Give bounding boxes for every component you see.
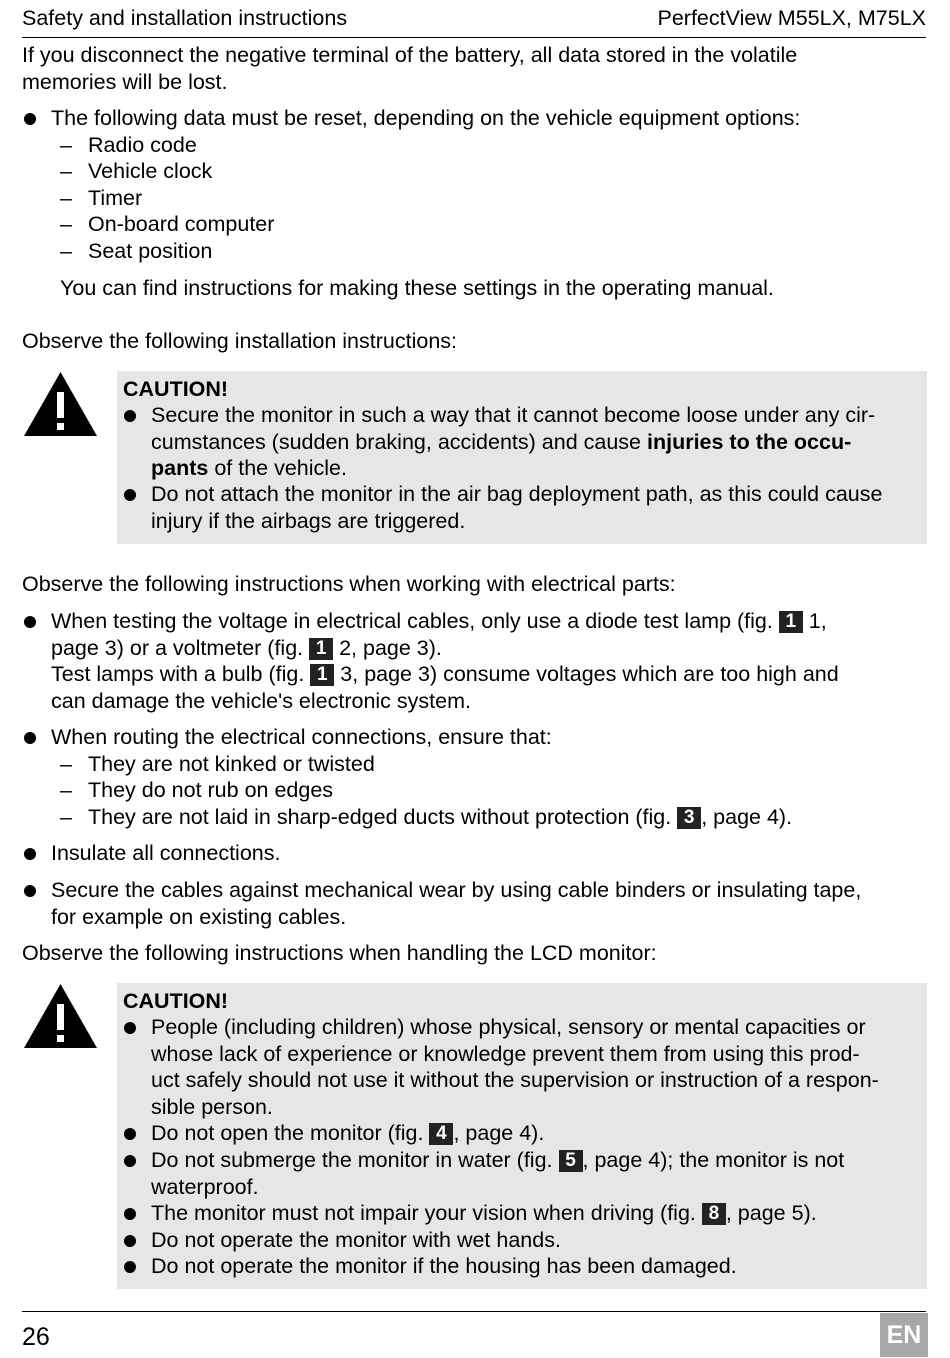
caution-line: [151, 455, 921, 482]
bullet-dot: [124, 1022, 136, 1034]
figure-reference: 8: [702, 1203, 726, 1225]
list-dash: –: [60, 133, 72, 157]
text-span: cumstances (sudden braking, accidents) and cause: [151, 429, 647, 454]
bullet-dot: [124, 489, 136, 501]
figure-reference: 1: [309, 638, 333, 660]
list-dash: –: [60, 212, 72, 236]
caution-line: Do not attach the monitor in the air bag deployment path, as this could cause: [151, 482, 883, 506]
intro-line-1: If you disconnect the negative terminal of the battery, all data stored in the volatile: [22, 43, 798, 67]
electrical-intro: Observe the following instructions when working with electrical parts:: [22, 572, 676, 596]
caution-line: sible person.: [151, 1094, 273, 1119]
caution-line: Secure the monitor in such a way that it cannot become loose under any cir-: [151, 403, 876, 427]
bold-span: injuries to the occu-: [646, 429, 852, 454]
caution-bullet: Do not operate the monitor with wet hands.: [151, 1228, 561, 1252]
caution-title: CAUTION!: [123, 377, 229, 401]
text-line: Secure the cables against mechanical wear by using cable binders or insulating tape,: [51, 878, 862, 902]
header-rule: [22, 37, 926, 38]
text-line: [51, 635, 921, 662]
list-item: Vehicle clock: [88, 159, 213, 183]
text-span: Test lamps with a bulb (fig.: [51, 662, 311, 686]
footer-rule: [22, 1311, 926, 1312]
list-dash: –: [60, 778, 72, 802]
caution-line: [151, 1147, 921, 1174]
list-dash: –: [60, 805, 72, 829]
bullet-dot: [124, 410, 136, 422]
caution-bullet: Do not operate the monitor if the housing has been damaged.: [151, 1254, 737, 1278]
intro-paragraph: [22, 42, 922, 95]
figure-reference: 5: [559, 1150, 583, 1172]
figure-reference: 1: [779, 611, 803, 633]
text-span: , page 4).: [701, 805, 793, 829]
bullet-dot: [124, 1261, 136, 1273]
list-dash: –: [60, 186, 72, 210]
caution-line: [151, 429, 921, 456]
list-dash: –: [60, 752, 72, 776]
list-item: Radio code: [88, 133, 197, 157]
text-line: [51, 608, 921, 635]
text-span: , page 4).: [453, 1121, 545, 1145]
caution-line: waterproof.: [151, 1174, 259, 1199]
bullet-dot: [124, 1155, 136, 1167]
header-product-name: PerfectView M55LX, M75LX: [657, 6, 926, 30]
warning-triangle-icon: [22, 370, 99, 438]
text-span: page 3) or a voltmeter (fig.: [51, 635, 310, 660]
bullet-dot: [24, 848, 36, 860]
bullet-dot: [124, 1128, 136, 1140]
reset-bullet-text: The following data must be reset, depending on the vehicle equipment options:: [51, 106, 801, 130]
bold-span: pants: [151, 456, 209, 480]
figure-reference: 3: [677, 807, 701, 829]
caution-box: [117, 983, 927, 1289]
caution-line: injury if the airbags are triggered.: [151, 508, 466, 533]
figure-reference: 1: [310, 664, 334, 686]
list-item: Seat position: [88, 239, 213, 263]
text-line: for example on existing cables.: [51, 904, 347, 929]
text-span: of the vehicle.: [208, 456, 347, 480]
text-span: The monitor must not impair your vision when driving (fig.: [151, 1201, 702, 1225]
caution-bullet: [151, 1120, 544, 1147]
page-number: 26: [22, 1323, 50, 1351]
figure-reference: 4: [429, 1123, 453, 1145]
text-span: 3, page 3) consume voltages which are too high and: [334, 662, 839, 686]
list-dash: –: [60, 159, 72, 183]
text-span: Do not submerge the monitor in water (fig.: [151, 1148, 559, 1172]
electrical-bullet-insulate: Insulate all connections.: [51, 841, 281, 865]
caution-title: CAUTION!: [123, 989, 229, 1013]
header-section-title: Safety and installation instructions: [22, 6, 348, 30]
reset-note: You can find instructions for making these settings in the operating manual.: [60, 276, 774, 300]
text-line: [51, 661, 921, 688]
caution-bullet: [151, 481, 921, 534]
bullet-dot: [24, 616, 36, 628]
text-span: , page 4); the monitor is not: [582, 1148, 845, 1172]
text-line: can damage the vehicle's electronic system.: [51, 688, 471, 713]
electrical-bullet-routing: When routing the electrical connections, ensure that:: [51, 725, 552, 749]
caution-bullet: [151, 1147, 921, 1200]
text-span: They are not laid in sharp-edged ducts without protection (fig.: [88, 805, 678, 829]
text-span: 2, page 3).: [333, 635, 442, 660]
electrical-bullet-testing: [51, 608, 921, 714]
caution-line: whose lack of experience or knowledge prevent them from using this prod-: [151, 1041, 860, 1066]
caution-line: uct safely should not use it without the supervision or instruction of a respon-: [151, 1068, 879, 1092]
list-item: On-board computer: [88, 212, 275, 236]
text-span: When testing the voltage in electrical cables, only use a diode test lamp (fig.: [51, 609, 779, 633]
text-span: Do not open the monitor (fig.: [151, 1121, 430, 1145]
list-item: [88, 804, 792, 831]
text-span: , page 5).: [725, 1201, 817, 1225]
install-intro: Observe the following installation instructions:: [22, 329, 457, 353]
list-dash: –: [60, 239, 72, 263]
bullet-dot: [24, 113, 36, 125]
list-item: They are not kinked or twisted: [88, 752, 375, 776]
list-item: They do not rub on edges: [88, 778, 334, 802]
warning-triangle-icon: [22, 982, 99, 1050]
caution-bullet: [151, 402, 921, 482]
text-span: 1,: [802, 609, 827, 633]
bullet-dot: [24, 732, 36, 744]
bullet-dot: [24, 885, 36, 897]
caution-bullet: [151, 1200, 817, 1227]
caution-box: [117, 371, 927, 544]
intro-line-2: memories will be lost.: [22, 69, 228, 94]
language-tab: EN: [880, 1313, 928, 1357]
bullet-dot: [124, 1235, 136, 1247]
caution-line: People (including children) whose physical, sensory or mental capacities or: [151, 1015, 866, 1039]
list-item: Timer: [88, 186, 143, 210]
caution-bullet: [151, 1014, 921, 1120]
lcd-intro: Observe the following instructions when handling the LCD monitor:: [22, 941, 657, 965]
bullet-dot: [124, 1208, 136, 1220]
electrical-bullet-cables: [51, 877, 921, 930]
